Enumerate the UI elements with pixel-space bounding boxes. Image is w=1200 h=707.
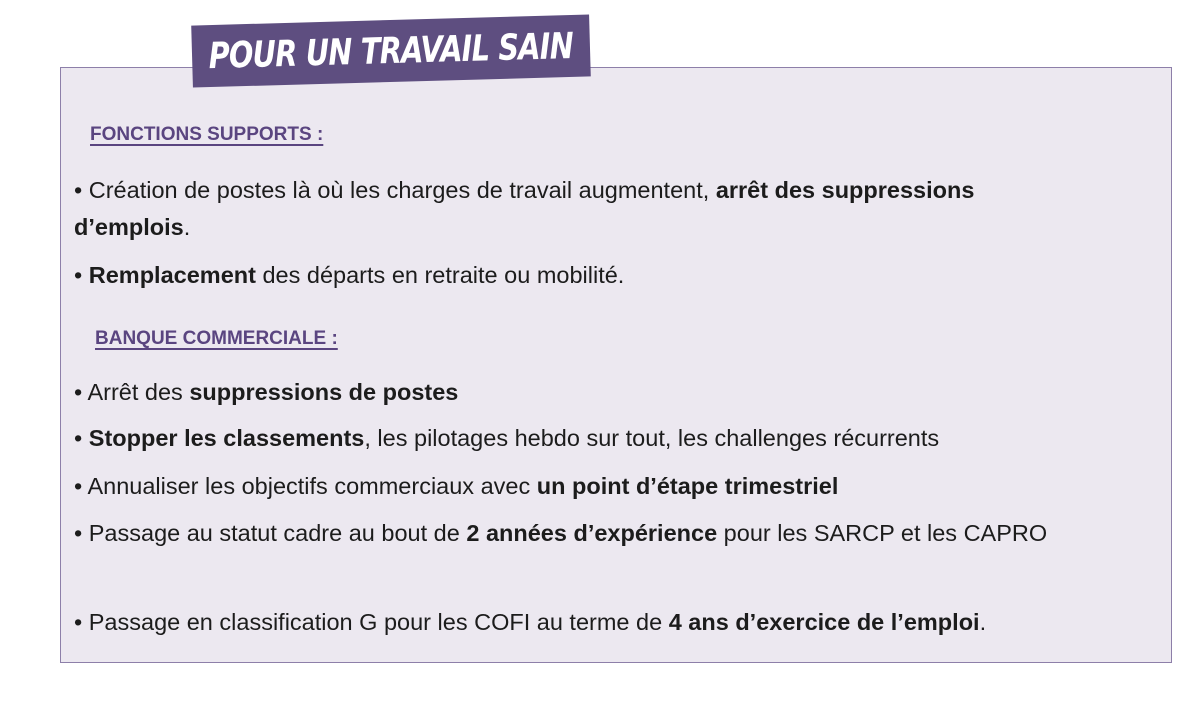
page-title: POUR UN TRAVAIL SAIN xyxy=(208,25,574,77)
section-heading: FONCTIONS SUPPORTS : xyxy=(90,124,324,145)
list-item: • Remplacement des départs en retraite ou mobilité. xyxy=(74,262,625,288)
list-item: • Création de postes là où les charges de travail augmentent, arrêt des suppressions d’emplois. xyxy=(74,177,975,240)
list-item: • Arrêt des suppressions de postes xyxy=(74,379,459,405)
content-box xyxy=(60,67,1172,663)
list-item: • Stopper les classements, les pilotages hebdo sur tout, les challenges récurrents xyxy=(74,425,940,451)
list-item: • Annualiser les objectifs commerciaux avec un point d’étape trimestriel xyxy=(74,473,839,499)
section-heading: BANQUE COMMERCIALE : xyxy=(95,328,338,349)
list-item: • Passage au statut cadre au bout de 2 années d’expérience pour les SARCP et les CAPRO xyxy=(74,520,1048,546)
title-banner xyxy=(191,14,591,87)
list-item: • Passage en classification G pour les COFI au terme de 4 ans d’exercice de l’emploi. xyxy=(74,609,987,635)
